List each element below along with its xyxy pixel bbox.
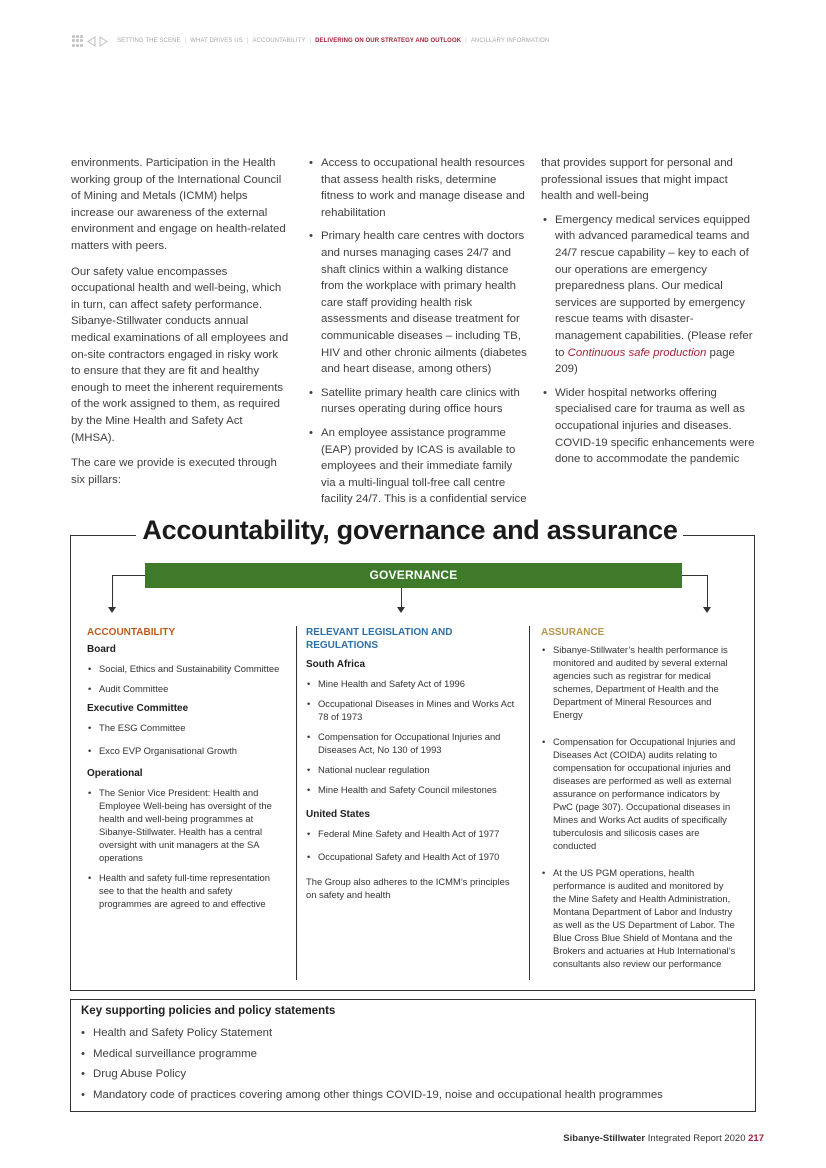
- grid-menu-icon[interactable]: [72, 35, 84, 47]
- legislation-heading: RELEVANT LEGISLATION AND REGULATIONS: [306, 627, 453, 651]
- connector-line: [112, 575, 113, 608]
- continuous-safe-production-link[interactable]: Continuous safe production: [567, 346, 707, 359]
- nav-item-ancillary-information[interactable]: ANCILLARY INFORMATION: [470, 38, 550, 44]
- list-item: • Federal Mine Safety and Health Act of 1977: [306, 827, 520, 840]
- assurance-column: [541, 626, 739, 977]
- paragraph: environments. Participation in the Health working group of the International Council of Mining and Metals (ICMM) helps increase our awareness of the external environment and engage on health-related matters with peers.: [71, 157, 286, 252]
- board-heading: Board: [87, 644, 116, 655]
- list-item: • Occupational Safety and Health Act of 1970: [306, 850, 520, 863]
- governance-title: Accountability, governance and assurance: [142, 515, 678, 545]
- list-item: • Audit Committee: [87, 682, 287, 695]
- nav-icons: [72, 35, 108, 47]
- connector-line: [682, 575, 708, 576]
- top-navigation: SETTING THE SCENE | WHAT DRIVES US | ACCOUNTABILITY | DELIVERING ON OUR STRATEGY AND OUTLOOK | ANCILLARY INFORMATION: [72, 34, 552, 48]
- list-item: • Social, Ethics and Sustainability Committee: [87, 662, 287, 675]
- list-item: • Primary health care centres with doctors and nurses managing cases 24/7 and shaft clinics within a walking distance from the workplace with primary health care staff providing health risk assessments and disease treatment for communicable diseases – including TB, HIV and other chronic ailments (diabetes and heart disease, among others): [307, 228, 527, 377]
- executive-committee-heading: Executive Committee: [87, 703, 189, 714]
- list-item: • Access to occupational health resources that assess health risks, determine fitness to work and manage disease and rehabilitation: [307, 155, 527, 221]
- footer-brand: Sibanye-Stillwater: [563, 1133, 646, 1144]
- forward-arrow-icon[interactable]: [99, 36, 108, 47]
- legislation-column: [306, 626, 520, 901]
- nav-item-delivering-on-strategy[interactable]: DELIVERING ON OUR STRATEGY AND OUTLOOK: [315, 38, 462, 44]
- arrow-down-icon: [703, 607, 711, 613]
- policies-title: Key supporting policies and policy statements: [81, 1005, 336, 1017]
- connector-line: [401, 588, 402, 608]
- pillars-list-continued: [541, 212, 759, 468]
- list-item: • National nuclear regulation: [306, 763, 520, 776]
- policies-list: [81, 1025, 663, 1107]
- united-states-heading: United States: [306, 809, 370, 820]
- nav-item-setting-the-scene[interactable]: SETTING THE SCENE: [117, 38, 181, 44]
- list-item: • Compensation for Occupational Injuries and Diseases Act, No 130 of 1993: [306, 730, 520, 756]
- assurance-heading: ASSURANCE: [541, 627, 605, 638]
- south-africa-heading: South Africa: [306, 659, 366, 670]
- back-arrow-icon[interactable]: [87, 36, 96, 47]
- body-column-3: [541, 155, 759, 475]
- paragraph: Our safety value encompasses occupational health and well-being, which in turn, can affect safety performance. Sibanye-Stillwater conducts annual medical examinations of all employees and on-site contractors engaged in risky work to ensure that they are fit and healthy enough to meet the inherent requirements of the work assigned to them, as required by the Mine Health and Safety Act (MHSA).: [71, 265, 289, 444]
- column-divider: [529, 626, 530, 980]
- list-item: • At the US PGM operations, health performance is audited and monitored by the Mine Safety and Health Administration, Montana Department of Labor and Industry as well as the US Department of Labor. The Blue Cross Blue Shield of Montana and the Brokers and actuaries at Hub International’s consultants also review our performance: [541, 866, 739, 970]
- list-item: • Drug Abuse Policy: [81, 1066, 663, 1087]
- list-item: • Satellite primary health care clinics with nurses operating during office hours: [307, 385, 527, 418]
- arrow-down-icon: [108, 607, 116, 613]
- nav-item-accountability[interactable]: ACCOUNTABILITY: [252, 38, 306, 44]
- list-item: • The Senior Vice President: Health and Employee Well-being has oversight of the health and well-being programmes at Sibanye-Stillwater. Health has a central oversight with unit managers at the SA operations: [87, 786, 287, 864]
- list-item: • The ESG Committee: [87, 721, 287, 734]
- nav-item-what-drives-us[interactable]: WHAT DRIVES US: [190, 38, 243, 44]
- operational-heading: Operational: [87, 768, 143, 779]
- list-item: • An employee assistance programme (EAP) provided by ICAS is available to employees and their immediate family via a multi-lingual toll-free call centre facility 24/7. This is a confidential service: [307, 425, 527, 508]
- list-item: • Mine Health and Safety Act of 1996: [306, 677, 520, 690]
- body-column-1: [71, 155, 289, 497]
- list-item: • Emergency medical services equipped with advanced paramedical teams and 24/7 rescue capability – key to each of our operations are emergency preparedness plans. Our medical services are supported by emergency rescue teams with disaster-management capabilities. (Please refer to Continuous safe production page 209): [541, 212, 759, 378]
- accountability-column: [87, 626, 287, 917]
- paragraph: The care we provide is executed through six pillars:: [71, 457, 277, 486]
- list-item: • Wider hospital networks offering specialised care for trauma as well as occupational injuries and diseases. COVID-19 specific enhancements were done to accommodate the pandemic: [541, 385, 759, 468]
- list-item: • Occupational Diseases in Mines and Works Act 78 of 1973: [306, 697, 520, 723]
- body-column-2: [307, 155, 527, 515]
- page-footer: [563, 1133, 764, 1144]
- list-item: • Medical surveillance programme: [81, 1046, 663, 1067]
- icmm-note: The Group also adheres to the ICMM’s principles on safety and health: [306, 876, 510, 900]
- list-item: • Health and Safety Policy Statement: [81, 1025, 663, 1046]
- list-item: • Compensation for Occupational Injuries and Diseases Act (COIDA) audits relating to compensation for occupational injuries and diseases are performed as well as external assurance on performance indicators by PwC (page 307). Occupational diseases in Mines and Works Act audits of specifically tuberculosis and silicosis cases are conducted: [541, 735, 739, 852]
- list-item: • Sibanye-Stillwater’s health performance is monitored and audited by several external agencies such as registrar for medical schemes, Department of Health and the Department of Mineral Resources and Energy: [541, 643, 739, 721]
- accountability-heading: ACCOUNTABILITY: [87, 627, 176, 638]
- footer-report: Integrated Report 2020: [647, 1133, 746, 1144]
- page-number: 217: [748, 1133, 764, 1144]
- list-item: • Health and safety full-time representation see to that the health and safety programmes are agreed to and effective: [87, 871, 287, 910]
- column-divider: [296, 626, 297, 980]
- box-top-rule: [683, 535, 755, 536]
- connector-line: [112, 575, 145, 576]
- list-item: • Mine Health and Safety Council milestones: [306, 783, 520, 796]
- governance-bar: GOVERNANCE: [145, 563, 682, 588]
- list-item: • Exco EVP Organisational Growth: [87, 744, 287, 757]
- box-top-rule: [70, 535, 136, 536]
- connector-line: [707, 575, 708, 608]
- list-item: • Mandatory code of practices covering among other things COVID-19, noise and occupational health programmes: [81, 1087, 663, 1108]
- arrow-down-icon: [397, 607, 405, 613]
- pillars-list: [307, 155, 527, 508]
- paragraph: that provides support for personal and professional issues that might impact health and well-being: [541, 157, 733, 203]
